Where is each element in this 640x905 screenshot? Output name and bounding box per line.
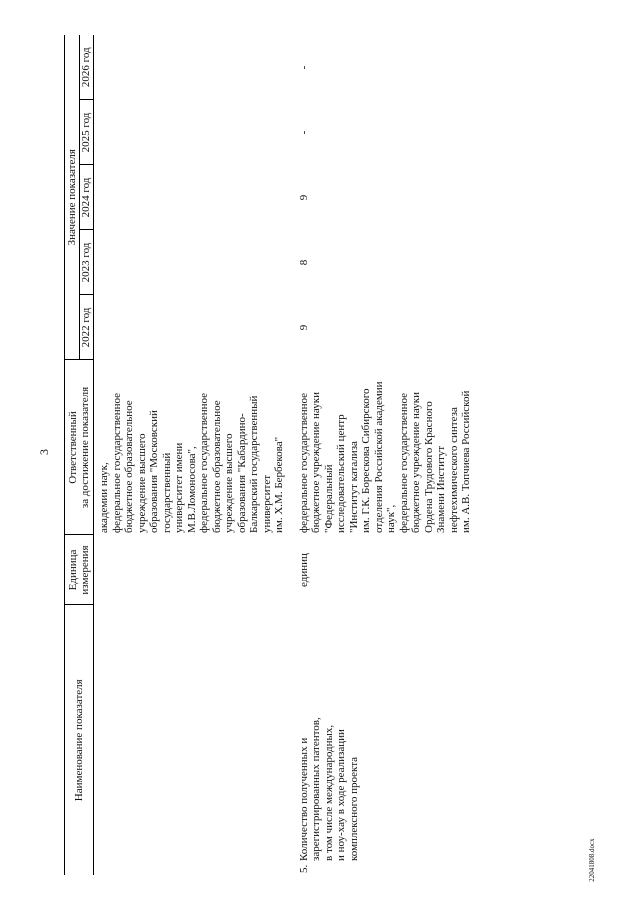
header-name: Наименование показателя bbox=[65, 605, 94, 875]
row-value-2025: - bbox=[297, 130, 310, 135]
header-responsible: Ответственный за достижение показателя bbox=[65, 360, 94, 535]
header-unit: Единица измерения bbox=[65, 535, 94, 605]
row-name-cell bbox=[94, 605, 292, 875]
row-value-2023 bbox=[94, 230, 292, 295]
row-value-2022 bbox=[94, 295, 292, 360]
table-header bbox=[65, 35, 94, 875]
footer-filename: 22041808.docx bbox=[588, 838, 596, 882]
row-name-cell bbox=[292, 605, 475, 875]
row-value-2022: 9 bbox=[297, 324, 310, 331]
header-year-2024: 2024 год bbox=[80, 165, 94, 230]
row-value-2024: 9 bbox=[297, 194, 310, 201]
table-row bbox=[292, 35, 475, 875]
row-value-2026 bbox=[94, 35, 292, 100]
header-year-2026: 2026 год bbox=[80, 35, 94, 100]
rotated-page bbox=[64, 35, 574, 875]
header-value: Значение показателя bbox=[65, 35, 80, 360]
row-unit: единиц bbox=[297, 553, 310, 587]
table-row bbox=[94, 35, 292, 875]
row-value-2023: 8 bbox=[297, 259, 310, 266]
header-year-2023: 2023 год bbox=[80, 230, 94, 295]
row-value-2024 bbox=[94, 165, 292, 230]
row-unit bbox=[94, 535, 292, 605]
header-year-2022: 2022 год bbox=[80, 295, 94, 360]
row-responsible: академии наук, федеральное государственное бюджетное образовательное учреждение высшего образования "Московский государственный университет имени М.В.Ломоносова", федеральное государственное бюджетное образовательное учреждение высшего образования "Кабардино- Балкарский государственный университет им. Х.М. Бербекова" bbox=[98, 392, 285, 533]
page-number: 3 bbox=[37, 449, 51, 455]
row-number: 5. bbox=[297, 864, 310, 873]
row-value-2026: - bbox=[297, 65, 310, 70]
header-year-2025: 2025 год bbox=[80, 100, 94, 165]
row-value-2025 bbox=[94, 100, 292, 165]
indicator-table bbox=[64, 35, 475, 875]
row-name: Количество полученных и зарегистрированных патентов, в том числе международных, и ноу-хау в ходе реализации комплексного проекта bbox=[297, 717, 360, 861]
row-responsible: федеральное государственное бюджетное учреждение науки "Федеральный исследовательский центр "Институт катализа им. Г.К. Борескова Сибирского отделения Российской академии наук", федеральное государственное бюджетное учреждение науки Ордена Трудового Красного Знамени Институт нефтехимического синтеза им. А.В. Топчиева Российской bbox=[297, 381, 472, 533]
